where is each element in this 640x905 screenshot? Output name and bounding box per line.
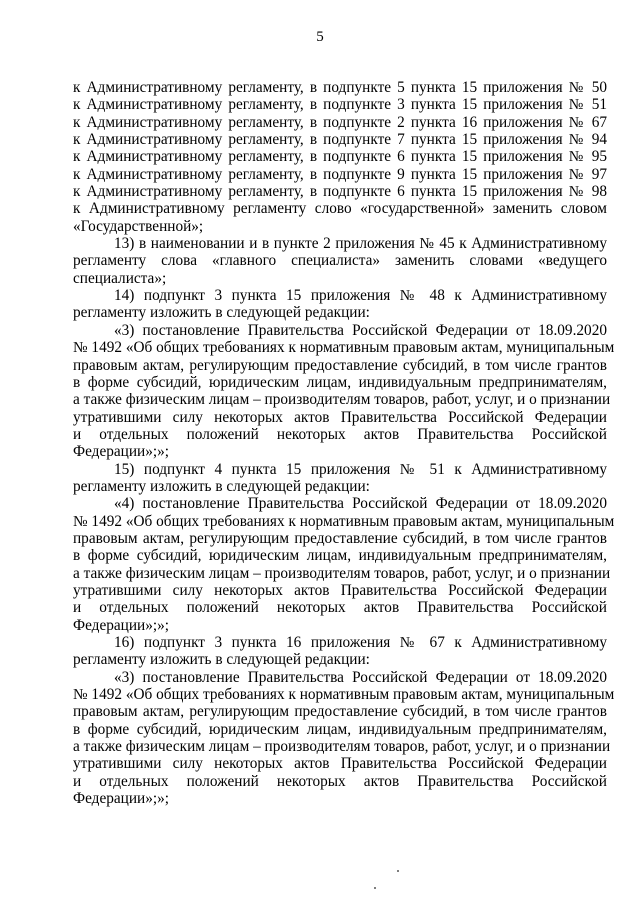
text-line: утратившими силу некоторых актов Правительства Российской Федерации <box>73 581 607 599</box>
text-line: к Административному регламенту, в подпункте 6 пункта 15 приложения № 98 <box>73 183 607 201</box>
text-line: «3) постановление Правительства Российской Федерации от 18.09.2020 <box>114 321 607 339</box>
text-line: № 1492 «Об общих требованиях к нормативным правовым актам, муниципальным <box>73 686 615 704</box>
text-line: 16) подпункт 3 пункта 16 приложения № 67 к Административному <box>114 634 607 651</box>
text-line: и отдельных положений некоторых актов Правительства Российской <box>73 772 607 790</box>
text-line: правовым актам, регулирующим предоставление субсидий, в том числе грантов <box>73 356 607 374</box>
text-line: правовым актам, регулирующим предоставление субсидий, в том числе грантов <box>73 529 607 547</box>
text-line: а также физическим лицам – производителям товаров, работ, услуг, и о признании <box>73 564 611 582</box>
text-line: регламенту слова «главного специалиста» заменить словами «ведущего <box>73 252 607 270</box>
text-line: к Административному регламенту, в подпункте 5 пункта 15 приложения № 50 <box>73 79 607 96</box>
text-line: регламенту изложить в следующей редакции: <box>73 304 370 322</box>
text-line: правовым актам, регулирующим предоставление субсидий, в том числе грантов <box>73 703 607 721</box>
text-line: а также физическим лицам – производителям товаров, работ, услуг, и о признании <box>73 391 611 409</box>
text-line: «3) постановление Правительства Российской Федерации от 18.09.2020 <box>114 668 607 686</box>
text-line: к Административному регламенту, в подпункте 6 пункта 15 приложения № 95 <box>73 148 607 166</box>
text-line: а также физическим лицам – производителям товаров, работ, услуг, и о признании <box>73 738 611 756</box>
text-line: Федерации»;»; <box>73 790 170 808</box>
text-line: 13) в наименовании и в пункте 2 приложения № 45 к Административному <box>114 235 607 253</box>
text-line: «Государственной»; <box>73 217 204 235</box>
text-line: в форме субсидий, юридическим лицам, индивидуальным предпринимателям, <box>73 720 607 738</box>
text-line: к Административному регламенту, в подпункте 2 пункта 16 приложения № 67 <box>73 113 607 131</box>
text-line: специалиста»; <box>73 269 167 287</box>
text-line: к Административному регламенту, в подпункте 9 пункта 15 приложения № 97 <box>73 165 607 183</box>
text-line: регламенту изложить в следующей редакции: <box>73 651 370 669</box>
text-line: регламенту изложить в следующей редакции: <box>73 477 370 495</box>
text-line: и отдельных положений некоторых актов Правительства Российской <box>73 599 607 617</box>
text-line: № 1492 «Об общих требованиях к нормативным правовым актам, муниципальным <box>73 339 615 357</box>
text-line: № 1492 «Об общих требованиях к нормативным правовым актам, муниципальным <box>73 512 615 530</box>
scan-speck <box>397 870 399 872</box>
scan-speck <box>374 887 376 889</box>
text-line: в форме субсидий, юридическим лицам, индивидуальным предпринимателям, <box>73 373 607 391</box>
page-number: 5 <box>316 29 324 45</box>
text-line: к Административному регламенту, в подпункте 3 пункта 15 приложения № 51 <box>73 96 607 114</box>
text-line: утратившими силу некоторых актов Правительства Российской Федерации <box>73 755 607 773</box>
text-line: 14) подпункт 3 пункта 15 приложения № 48 к Административному <box>114 287 607 305</box>
text-line: к Административному регламенту, в подпункте 7 пункта 15 приложения № 94 <box>73 131 607 149</box>
text-line: 15) подпункт 4 пункта 15 приложения № 51 к Административному <box>114 460 607 478</box>
text-line: «4) постановление Правительства Российской Федерации от 18.09.2020 <box>114 495 607 513</box>
text-line: в форме субсидий, юридическим лицам, индивидуальным предпринимателям, <box>73 547 607 565</box>
text-line: и отдельных положений некоторых актов Правительства Российской <box>73 425 607 443</box>
text-line: к Административному регламенту слово «государственной» заменить словом <box>73 200 607 218</box>
document-body <box>73 79 615 808</box>
text-line: утратившими силу некоторых актов Правительства Российской Федерации <box>73 408 607 426</box>
text-line: Федерации»;»; <box>73 616 170 634</box>
text-line: Федерации»;»; <box>73 443 170 461</box>
